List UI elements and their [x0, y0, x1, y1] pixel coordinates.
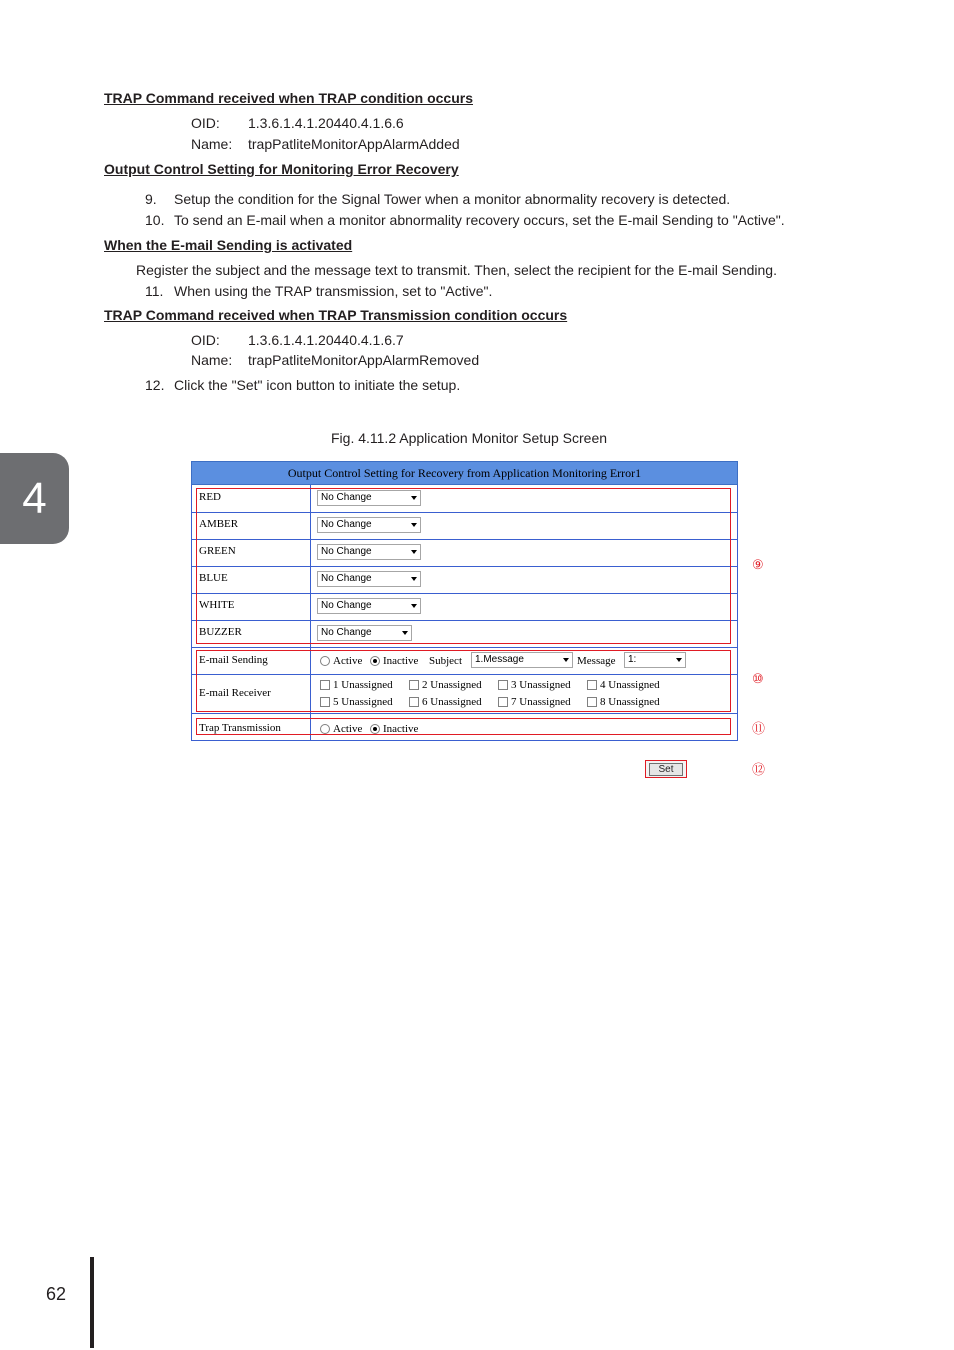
message-label: Message — [577, 655, 616, 667]
trap-active-option[interactable]: Active — [320, 723, 362, 735]
oid-label: OID: — [191, 332, 220, 348]
name-label: Name: — [191, 136, 233, 152]
subject-select[interactable]: 1.Message — [471, 652, 573, 668]
annotation-box-trap — [196, 718, 731, 735]
name-value: trapPatliteMonitorAppAlarmRemoved — [248, 352, 480, 368]
green-select[interactable]: No Change — [317, 544, 421, 560]
buzzer-select[interactable]: No Change — [317, 625, 412, 641]
light-label: AMBER — [199, 518, 239, 530]
subject-label: Subject — [429, 655, 462, 667]
heading-email-sending: When the E-mail Sending is activated — [104, 237, 353, 253]
receiver-3-checkbox[interactable]: 3 Unassigned — [498, 679, 571, 691]
white-select[interactable]: No Change — [317, 598, 421, 614]
red-select[interactable]: No Change — [317, 490, 421, 506]
page-rule — [90, 1257, 94, 1348]
marker-10: ⑩ — [752, 671, 764, 686]
panel-title: Output Control Setting for Recovery from Application Monitoring Error1 — [191, 461, 738, 485]
step-number: 9. — [145, 191, 157, 207]
step-text: Click the "Set" icon button to initiate the setup. — [174, 377, 461, 393]
blue-select[interactable]: No Change — [317, 571, 421, 587]
set-button-label: Set — [649, 763, 682, 776]
oid-value: 1.3.6.1.4.1.20440.4.1.6.6 — [248, 115, 404, 131]
step-text: When using the TRAP transmission, set to "Active". — [174, 283, 493, 299]
email-inactive-option[interactable]: Inactive — [370, 655, 418, 667]
name-value: trapPatliteMonitorAppAlarmAdded — [248, 136, 460, 152]
step-text: To send an E-mail when a monitor abnormality recovery occurs, set the E-mail Sending to "Active". — [174, 212, 785, 228]
chapter-tab: 4 — [0, 453, 69, 544]
annotation-box-email — [196, 650, 731, 712]
oid-value: 1.3.6.1.4.1.20440.4.1.6.7 — [248, 332, 404, 348]
light-label: BLUE — [199, 572, 228, 584]
receiver-8-checkbox[interactable]: 8 Unassigned — [587, 696, 660, 708]
step-number: 10. — [145, 212, 165, 228]
receiver-5-checkbox[interactable]: 5 Unassigned — [320, 696, 393, 708]
email-description: Register the subject and the message text to transmit. Then, select the recipient for the E-mail Sending. — [136, 262, 777, 278]
oid-label: OID: — [191, 115, 220, 131]
light-label: RED — [199, 491, 221, 503]
set-button[interactable] — [645, 760, 687, 778]
email-sending-label: E-mail Sending — [199, 654, 268, 666]
annotation-box-lights — [196, 488, 731, 644]
receiver-4-checkbox[interactable]: 4 Unassigned — [587, 679, 660, 691]
receiver-1-checkbox[interactable]: 1 Unassigned — [320, 679, 393, 691]
step-text: Setup the condition for the Signal Tower when a monitor abnormality recovery is detected. — [174, 191, 731, 207]
marker-11: ⑪ — [752, 721, 766, 736]
step-number: 12. — [145, 377, 165, 393]
receiver-7-checkbox[interactable]: 7 Unassigned — [498, 696, 571, 708]
message-select[interactable]: 1: — [624, 652, 686, 668]
receiver-2-checkbox[interactable]: 2 Unassigned — [409, 679, 482, 691]
page-number: 62 — [46, 1284, 67, 1304]
heading-trap-transmission: TRAP Command received when TRAP Transmission condition occurs — [104, 307, 568, 323]
marker-9: ⑨ — [752, 557, 764, 572]
trap-inactive-option[interactable]: Inactive — [370, 723, 418, 735]
light-label: GREEN — [199, 545, 236, 557]
name-label: Name: — [191, 352, 233, 368]
email-receiver-label: E-mail Receiver — [199, 687, 271, 699]
heading-output-control: Output Control Setting for Monitoring Error Recovery — [104, 161, 459, 177]
heading-trap-condition: TRAP Command received when TRAP condition occurs — [104, 90, 473, 106]
marker-12: ⑫ — [752, 762, 766, 777]
email-active-option[interactable]: Active — [320, 655, 362, 667]
trap-transmission-label: Trap Transmission — [199, 722, 281, 734]
figure-caption: Fig. 4.11.2 Application Monitor Setup Screen — [331, 430, 608, 446]
light-label: BUZZER — [199, 626, 242, 638]
step-number: 11. — [145, 283, 164, 299]
amber-select[interactable]: No Change — [317, 517, 421, 533]
light-label: WHITE — [199, 599, 235, 611]
receiver-6-checkbox[interactable]: 6 Unassigned — [409, 696, 482, 708]
